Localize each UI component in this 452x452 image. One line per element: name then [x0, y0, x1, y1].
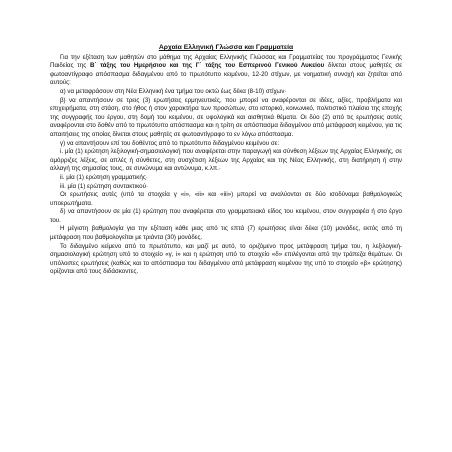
- closing-paragraph: Το διδαγμένο κείμενο από το πρωτότυπο, και μαζί με αυτό, το οριζόμενο προς μετάφραση τμήμα του, η λεξιλογική-σημασιολογική ερώτηση υπό το στοιχείο «γ, i» και η ερώτηση υπό το στοιχείο «δ» επιλέγονται από την τράπεζα θεμάτων. Οι υπόλοιπες ερωτήσεις (καθώς και το απόσπασμα του διδαγμένου από μετάφραση κειμένου της υπό το στοιχείο «β» ερώτησης) ορίζονται από τους διδάσκοντες.: [50, 242, 402, 276]
- intro-text-start: Για την εξέταση των μαθητών στο μάθημα της Αρχαίας Ελληνικής Γλώσσας και Γραμματείας του προγράμματος Γενικής Παιδείας της: [50, 53, 402, 70]
- item-d-genre: δ) να απαντήσουν σε μία (1) ερώτηση που αναφέρεται στο γραμματειακό είδος του κειμένου, στον συγγραφέα ή στο έργο του.: [50, 208, 402, 224]
- sub-item-iii-syntax: iii. μία (1) ερώτηση συντακτικού·: [60, 182, 149, 190]
- item-a-translation: α) να μεταφράσουν στη Νέα Ελληνική ένα τμήμα του οκτώ έως δέκα (8-10) στίχων·: [60, 87, 287, 95]
- note-sub-questions: Οι ερωτήσεις αυτές (υπό τα στοιχεία γ «i», «ii» και «iii») μπορεί να αναλύονται σε δύο ισοδύναμα βαθμολογικώς υποερωτήματα.: [50, 191, 402, 207]
- sub-item-ii-grammar: ii. μία (1) ερώτηση γραμματικής·: [60, 173, 148, 181]
- item-g-original-text: γ) να απαντήσουν επί του δοθέντος από το πρωτότυπο διδαγμένου κειμένου σε:: [60, 139, 280, 147]
- sub-item-i-vocabulary: i. μία (1) ερώτηση λεξιλογική-σημασιολογική που αναφέρεται στην παραγωγή και σύνθεση λέξεων της Αρχαίας Ελληνικής, σε ομόρριζες λέξεις, σε απλές ή σύνθετες, στη συσχέτιση λέξεων της Αρχαίας και της Νέας Ελληνικής, στη διατήρηση ή στην αλλαγή της σημασίας τους, σε συνώνυμα και αντώνυμα, κ.λπ.·: [50, 148, 402, 173]
- document-title: Αρχαία Ελληνική Γλώσσα και Γραμματεία: [158, 44, 294, 51]
- intro-bold-classes: Β΄ τάξης του Ημερήσιου και της Γ΄ τάξης του Εσπερινού Γενικού Λυκείου: [89, 62, 325, 70]
- document-page: [50, 44, 402, 277]
- item-b-interpretive: β) να απαντήσουν σε τρεις (3) ερωτήσεις ερμηνευτικές, που μπορεί να αναφέρονται σε ιδέες, αξίες, προβλήματα και επιχειρήματα, στη στάση, στο ήθος ή στον χαρακτήρα των προσώπων, στο ιστορικό, κοινωνικό, πολιτιστικό πλαίσιο της εποχής της συγγραφής του έργου, στη δομή του κειμένου, σε υφολογικά και αισθητικά θέματα. Οι δύο (2) από τις ερωτήσεις αυτές αναφέρονται στο δοθέν από το πρωτότυπο απόσπασμα και η τρίτη σε απόσπασμα διδαγμένου από μετάφραση κειμένου, για τις απαιτήσεις της οποίας δίνεται στους μαθητές σε φωτοαντίγραφο το εν λόγω απόσπασμα.: [50, 96, 402, 138]
- intro-text-end: δίνεται στους μαθητές σε φωτοαντίγραφο απόσπασμα διδαγμένου από το πρωτότυπο κειμένου, 12-20 στίχων, με νοηματική συνοχή και ζητείται από αυτούς:: [50, 62, 403, 87]
- intro-paragraph: [50, 54, 402, 88]
- grading-paragraph: Η μέγιστη βαθμολογία για την εξέταση κάθε μιας από τις επτά (7) ερωτήσεις είναι δέκα (10) μονάδες, εκτός από τη μετάφραση που βαθμολογείται με τριάντα (30) μονάδες.: [50, 225, 402, 242]
